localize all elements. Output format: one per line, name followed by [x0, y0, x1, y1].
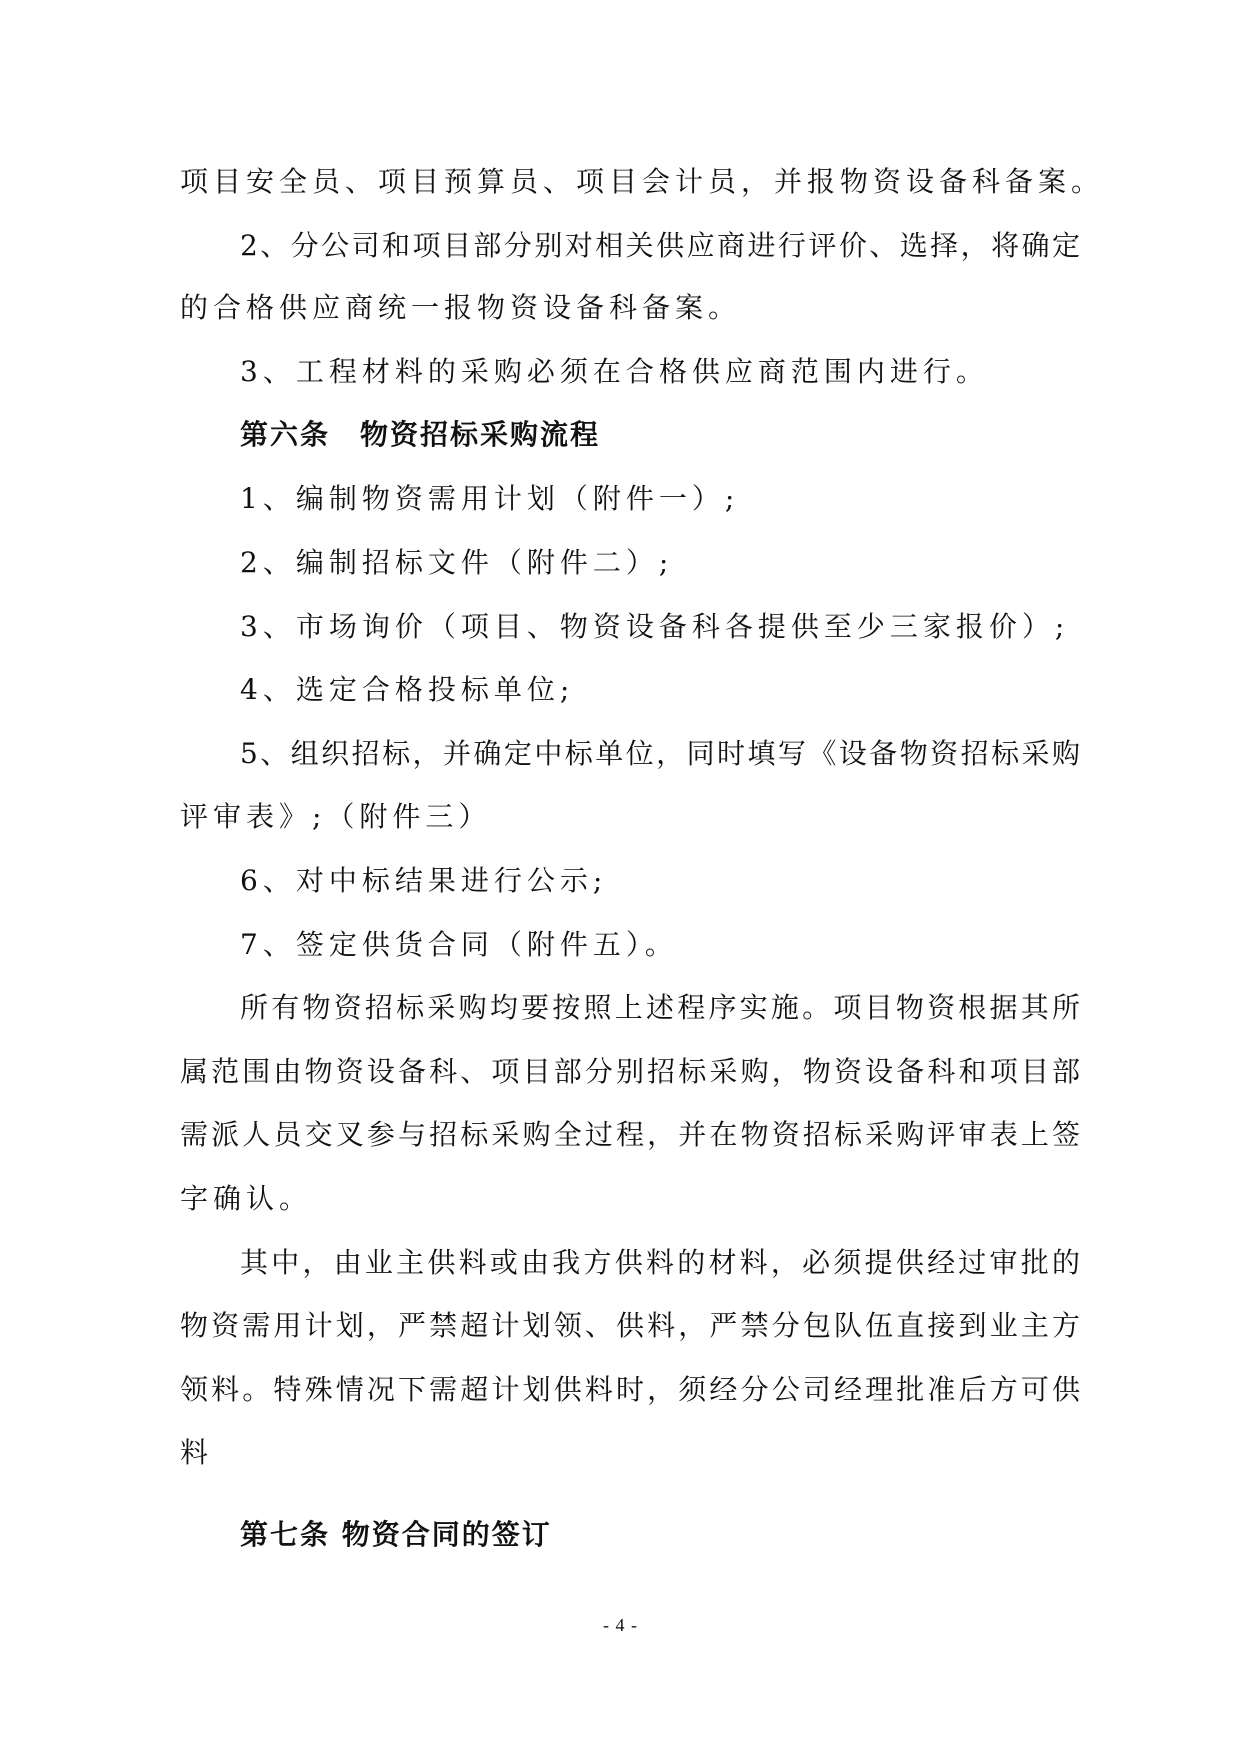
text-line: 评审表》;（附件三）	[180, 800, 492, 833]
text-line: 4、选定合格投标单位;	[240, 673, 575, 706]
text-line: 字确认。	[180, 1182, 313, 1215]
text-line: 料	[180, 1436, 214, 1469]
text-line: 其中，由业主供料或由我方供料的材料，必须提供经过审批的	[240, 1246, 1080, 1279]
text-line: 的合格供应商统一报物资设备科备案。	[180, 291, 742, 324]
text-line: 3、市场询价（项目、物资设备科各提供至少三家报价）;	[240, 610, 1070, 643]
text-line: 所有物资招标采购均要按照上述程序实施。项目物资根据其所	[240, 991, 1080, 1024]
section-heading: 第六条 物资招标采购流程	[240, 418, 601, 451]
text-line: 2、分公司和项目部分别对相关供应商进行评价、选择，将确定	[240, 229, 1080, 262]
text-line: 5、组织招标，并确定中标单位，同时填写《设备物资招标采购	[240, 737, 1080, 770]
text-line: 2、编制招标文件（附件二）;	[240, 546, 674, 579]
text-line: 需派人员交叉参与招标采购全过程，并在物资招标采购评审表上签	[180, 1118, 1080, 1151]
text-line: 7、签定供货合同（附件五）。	[240, 928, 678, 961]
text-line: 1、编制物资需用计划（附件一）;	[240, 482, 740, 515]
text-line: 属范围由物资设备科、项目部分别招标采购，物资设备科和项目部	[180, 1055, 1080, 1088]
text-line: 6、对中标结果进行公示;	[240, 864, 608, 897]
text-line: 领料。特殊情况下需超计划供料时，须经分公司经理批准后方可供	[180, 1373, 1080, 1406]
text-line: 3、工程材料的采购必须在合格供应商范围内进行。	[240, 355, 989, 388]
text-line: 项目安全员、项目预算员、项目会计员，并报物资设备科备案。	[180, 165, 1105, 198]
text-line: 物资需用计划，严禁超计划领、供料，严禁分包队伍直接到业主方	[180, 1309, 1080, 1342]
section-heading: 第七条 物资合同的签订	[240, 1518, 552, 1551]
page-number: - 4 -	[603, 1615, 638, 1635]
